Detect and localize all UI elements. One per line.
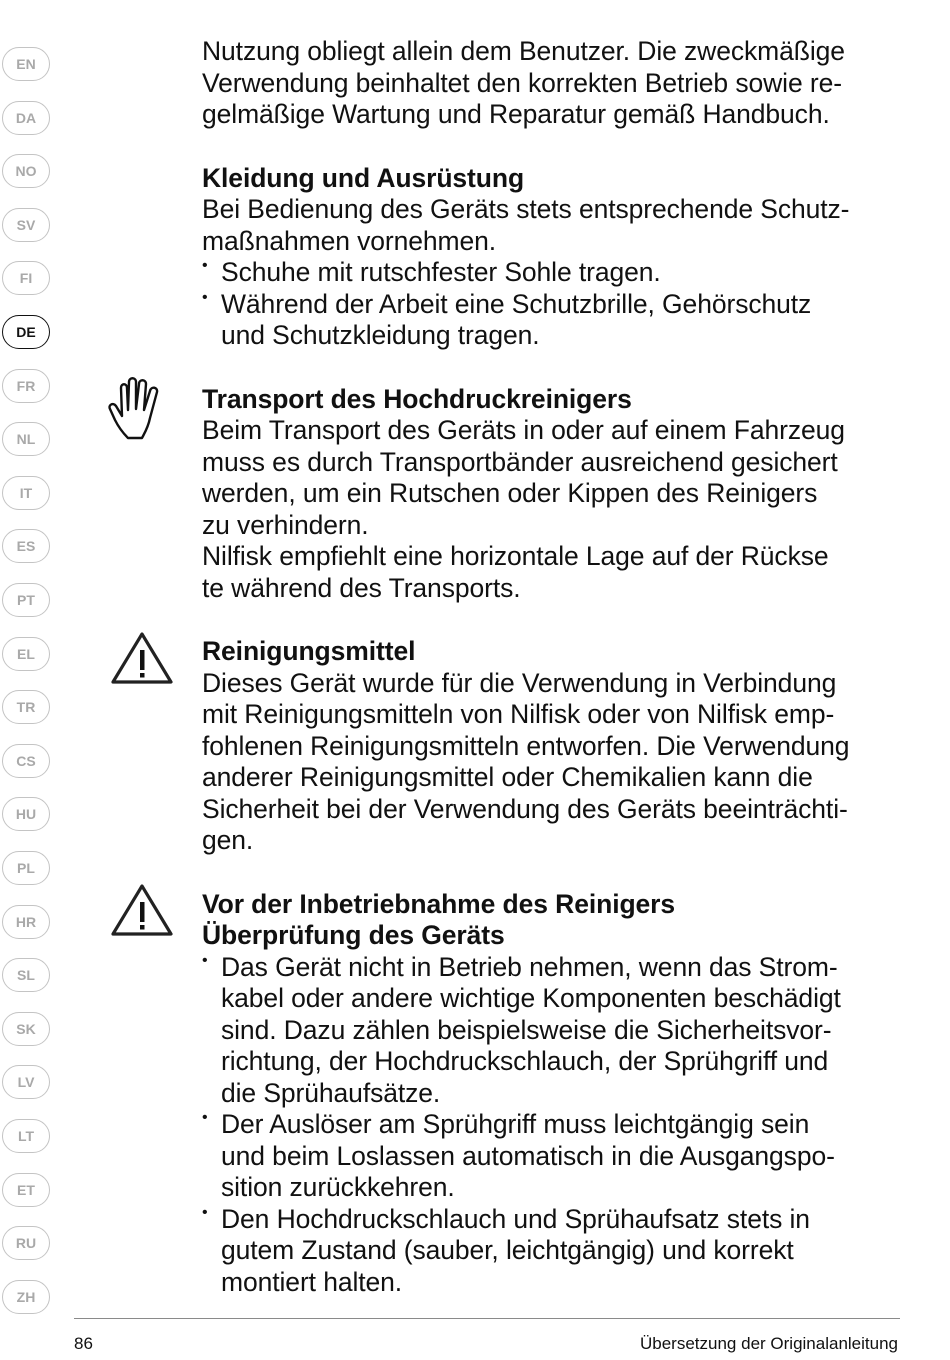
section-heading: Kleidung und Ausrüstung	[202, 162, 525, 193]
language-tab-cs[interactable]: CS	[2, 744, 50, 778]
language-tab-da[interactable]: DA	[2, 101, 50, 135]
text-line: • Schuhe mit rutschfester Sohle tragen.	[221, 257, 661, 287]
bullet-item	[202, 257, 902, 289]
section-subheading: Überprüfung des Geräts	[202, 920, 505, 950]
language-tab-fi[interactable]: FI	[2, 261, 50, 295]
language-tab-hr[interactable]: HR	[2, 905, 50, 939]
language-tab-pl[interactable]: PL	[2, 851, 50, 885]
language-tab-no[interactable]: NO	[2, 154, 50, 188]
text-line: gen.	[202, 825, 254, 855]
text-line: • Das Gerät nicht in Betrieb nehmen, wenn das Strom-	[221, 951, 838, 982]
language-tab-es[interactable]: ES	[2, 529, 50, 563]
text-line: anderer Reinigungsmittel oder Chemikalien kann die	[202, 762, 813, 792]
text-line: Verwendung beinhaltet den korrekten Betrieb sowie re-	[202, 67, 842, 98]
text-line: te während des Transports.	[202, 572, 521, 603]
bullet-item	[202, 1109, 902, 1204]
text-line: Beim Transport des Geräts in oder auf einem Fahrzeug	[202, 415, 845, 445]
text-line: sind. Dazu zählen beispielsweise die Sicherheitsvor-	[221, 1014, 832, 1045]
text-line: Dieses Gerät wurde für die Verwendung in Verbindung	[202, 667, 837, 698]
language-tab-sv[interactable]: SV	[2, 208, 50, 242]
bullet-item	[202, 289, 902, 352]
text-line: gutem Zustand (sauber, leichtgängig) und korrekt	[221, 1235, 794, 1265]
language-tab-en[interactable]: EN	[2, 47, 50, 81]
text-line: maßnahmen vornehmen.	[202, 225, 497, 256]
startup-section	[202, 889, 902, 1299]
text-line: sition zurückkehren.	[221, 1172, 455, 1202]
text-line: gelmäßige Wartung und Reparatur gemäß Handbuch.	[202, 99, 830, 129]
section-heading: Reinigungsmittel	[202, 636, 416, 666]
footer-divider	[74, 1318, 900, 1319]
language-tab-ru[interactable]: RU	[2, 1226, 50, 1260]
clothing-section	[202, 163, 902, 352]
language-tab-el[interactable]: EL	[2, 637, 50, 671]
language-tab-nl[interactable]: NL	[2, 422, 50, 456]
section-heading: Vor der Inbetriebnahme des Reinigers	[202, 888, 676, 919]
warning-triangle-icon	[110, 882, 174, 943]
language-tab-tr[interactable]: TR	[2, 690, 50, 724]
language-tab-pt[interactable]: PT	[2, 583, 50, 617]
language-tab-sl[interactable]: SL	[2, 958, 50, 992]
text-line: zu verhindern.	[202, 509, 369, 540]
language-tab-et[interactable]: ET	[2, 1173, 50, 1207]
text-line: Nilfisk empfiehlt eine horizontale Lage auf der Rückse	[202, 541, 829, 571]
text-line: • Der Auslöser am Sprühgriff muss leichtgängig sein	[221, 1109, 810, 1139]
hand-stop-icon	[108, 376, 166, 447]
language-tab-fr[interactable]: FR	[2, 369, 50, 403]
bullet-item	[202, 952, 902, 1110]
language-tab-lv[interactable]: LV	[2, 1065, 50, 1099]
text-line: • Den Hochdruckschlauch und Sprühaufsatz stets in	[221, 1203, 810, 1234]
intro-paragraph	[202, 36, 902, 131]
detergents-section	[202, 636, 902, 857]
language-tab-it[interactable]: IT	[2, 476, 50, 510]
text-line: muss es durch Transportbänder ausreichend gesichert	[202, 446, 838, 477]
text-line: Nutzung obliegt allein dem Benutzer. Die zweckmäßige	[202, 36, 845, 66]
footer-title: Übersetzung der Originalanleitung	[640, 1334, 898, 1353]
page-number: 86	[74, 1334, 93, 1353]
page-content	[202, 36, 902, 1298]
text-line: die Sprühaufsätze.	[221, 1077, 441, 1108]
language-tab-sk[interactable]: SK	[2, 1012, 50, 1046]
text-line: kabel oder andere wichtige Komponenten beschädigt	[221, 983, 841, 1013]
text-line: und beim Loslassen automatisch in die Ausgangspo-	[221, 1140, 835, 1171]
language-tab-hu[interactable]: HU	[2, 797, 50, 831]
language-tab-lt[interactable]: LT	[2, 1119, 50, 1153]
language-tab-zh[interactable]: ZH	[2, 1280, 50, 1314]
text-line: Bei Bedienung des Geräts stets entsprechende Schutz-	[202, 194, 850, 224]
text-line: mit Reinigungsmitteln von Nilfisk oder von Nilfisk emp-	[202, 699, 835, 729]
text-line: werden, um ein Rutschen oder Kippen des Reinigers	[202, 478, 818, 508]
text-line: richtung, der Hochdruckschlauch, der Sprühgriff und	[221, 1046, 829, 1076]
text-line: fohlenen Reinigungsmitteln entworfen. Die Verwendung	[202, 730, 850, 761]
section-heading: Transport des Hochdruckreinigers	[202, 383, 632, 414]
language-tab-de[interactable]: DE	[2, 315, 50, 349]
text-line: • Während der Arbeit eine Schutzbrille, Gehörschutz	[221, 288, 812, 319]
bullet-item	[202, 1204, 902, 1299]
transport-section	[202, 384, 902, 605]
text-line: und Schutzkleidung tragen.	[221, 320, 540, 350]
text-line: Sicherheit bei der Verwendung des Geräts beeinträchti-	[202, 793, 848, 824]
warning-triangle-icon	[110, 630, 174, 691]
text-line: montiert halten.	[221, 1266, 403, 1297]
